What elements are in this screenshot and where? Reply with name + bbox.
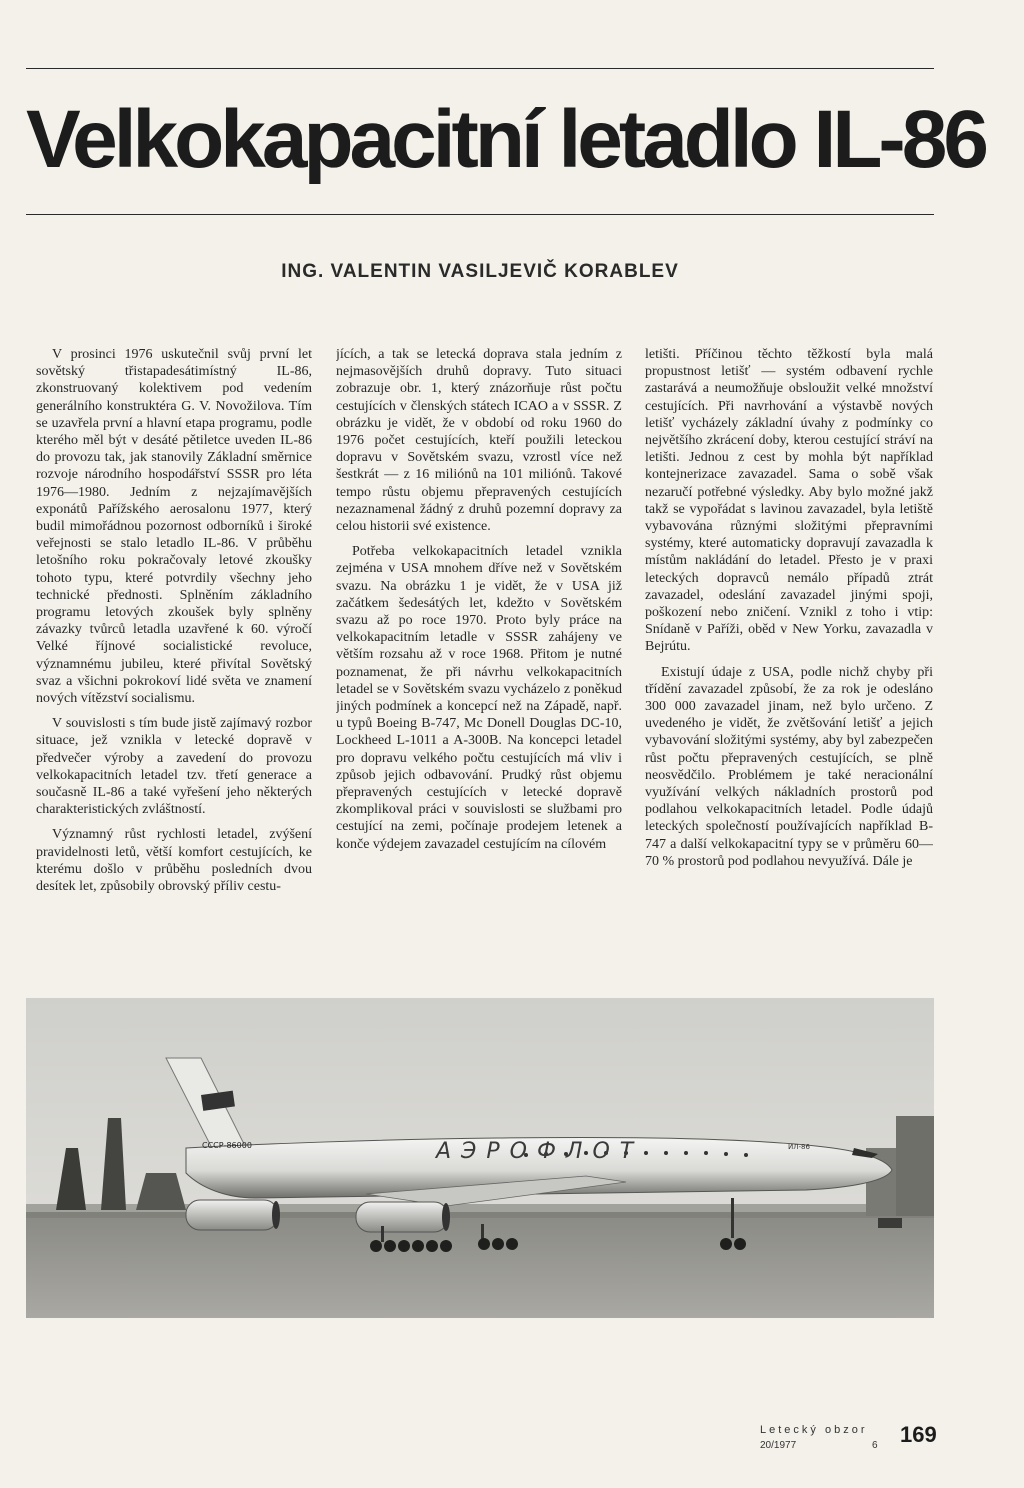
article-author: ING. VALENTIN VASILJEVIČ KORABLEV — [281, 261, 679, 282]
top-rule — [26, 68, 934, 69]
paragraph: Existují údaje z USA, podle nichž chyby při třídění zavazadel způsobí, že za rok je odesláno 300 000 zavazadel jinam, než bylo určeno. Z uvedeného je vidět, že zvětšování letišť a jejich vybavování složitými systémy, aby byl zabezpečen růst počtu přepravených cestujících, se plně neosvědčilo. Problémem je také neracionální využívání velkých nákladních prostorů pod podlahou velkokapacitních letadel. Podle údajů leteckých společností používajících například B-747 a další velkokapacitní typy se v průměru 60—70 % prostorů pod podlahou nevyužívá. Dále je — [645, 664, 933, 869]
paragraph: Potřeba velkokapacitních letadel vznikla zejména v USA mnohem dříve než v Sovětském svazu. Na obrázku 1 je vidět, že v USA již začátkem šedesátých let, kdežto v Sovětském svazu až po roce 1970. Proto byly práce na velkokapacitním letadle v SSSR zahájeny ve větším rozsahu až v roce 1968. Přitom je nutné poznamenat, že při návrhu velkokapacitních letadel se v Sovětském svazu vycházelo z poněkud jiných podmínek a koncepcí než na Západě, např. u typů Boeing B-747, Mc Donell Douglas DC-10, Lockheed L-1011 a A-300B. Na koncepci letadel pro dopravu velkého počtu cestujících má vliv i způsob jejich odbavování. Prudký růst objemu přepravených cestujících v letecké dopravě zkomplikoval práci v souvislosti se službami pro cestující na zemi, počínaje prodejem letenek a konče výdejem zavazadel cestujícím na cílovém — [336, 544, 622, 852]
registration-text: СССР-86000 — [202, 1141, 252, 1150]
text-column-2 — [336, 346, 622, 986]
issue-number: 20/1977 — [760, 1440, 797, 1451]
paragraph: letišti. Příčinou těchto těžkostí byla malá propustnost letišť — systém odbavení rychle zastarává a neumožňuje obsloužit velké množství cestujících. Při navrhování a výstavbě nových letišť vycházely základní úvahy z podmínky co největšího zkrácení doby, kterou cestující stráví na letišti. Jednou z cest by mohla být například kontejnerizace zavazadel. Sama o sobě však nezaručí potřebné výsledky. Aby bylo možné jakž takž se vypořádat s lavinou zavazadel, byla letiště vybavována různými složitými přepravními systémy, které automaticky dopravují zavazadla k místům nakládání do letadel. Přesto je v praxi leteckých dopravců nemálo případů ztrát zavazadel, odeslání zavazadel jinými spoji, poškození nebo zničení. Vznikl z toho i vtip: Snídaně v Paříži, oběd v New Yorku, zavazadla v Bejrútu. — [645, 347, 933, 655]
title-bottom-rule — [26, 214, 934, 215]
magazine-name: Letecký obzor — [760, 1424, 868, 1436]
paragraph: jících, a tak se letecká doprava stala jedním z nejmasovějších druhů dopravy. Tuto situaci zobrazuje obr. 1, který znázorňuje růst počtu cestujících v členských státech ICAO a v SSSR. Z obrázku je vidět, že v období od roku 1960 do 1976 počet cestujících, kteří použili leteckou dopravu v Sovětském svazu, vzrostl více než šestkrát — z 16 miliónů na 101 miliónů. Takové tempo růstu objemu přepravených cestujících nezaznamenal žádný z druhů pozemní dopravy za celou historii své existence. — [336, 347, 622, 535]
aircraft-photo — [26, 998, 934, 1318]
page-number: 169 — [900, 1422, 937, 1447]
paragraph: V souvislosti s tím bude jistě zajímavý rozbor situace, jež vznikla v letecké dopravě v předvečer výroby a zavedení do provozu velkokapacitních letadel tzv. třetí generace a současně IL-86 a také vyřešení jeho některých charakteristických zvláštností. — [36, 716, 312, 818]
issue-sub-number: 6 — [872, 1440, 878, 1451]
article-title: Velkokapacitní letadlo IL-86 — [26, 94, 985, 185]
livery-text: АЭРОФЛОТ — [436, 1139, 644, 1164]
paragraph: Významný růst rychlosti letadel, zvýšení pravidelnosti letů, větší komfort cestujících, ke kterému došlo v průběhu posledních dvou desítek let, způsobily obrovský příliv cestu- — [36, 827, 312, 895]
paragraph: V prosinci 1976 uskutečnil svůj první let sovětský třistapadesátimístný IL-86, zkonstruovaný kolektivem pod vedením generálního konstruktéra G. V. Novožilova. Tím se uzavřela první a hlavní etapa programu, podle kterého měl být v desáté pětiletce uveden IL-86 do provozu tak, jak stanovily Základní směrnice rozvoje národního hospodářství SSSR pro léta 1976—1980. Jedním z nejzajímavějších exponátů Pařížského aerosalonu 1977, který budil mimořádnou pozornost odborníků i široké veřejnosti se stalo letadlo IL-86. V průběhu letošního roku pokračovaly letové zkoušky tohoto typu, které potvrdily všechny jeho technické přednosti. Splněním základního programu letových zkoušek byly splněny závazky tvůrců letadla uzavřené k 60. výročí Velké říjnové socialistické revoluce, významnému jubileu, které přivítal Sovětský svaz a všichni pokrokoví lidé světa ve znamení nových vítězství socialismu. — [36, 347, 312, 707]
nose-mark-text: ИЛ-86 — [788, 1143, 810, 1151]
text-column-1 — [36, 346, 312, 986]
text-column-3 — [645, 346, 933, 986]
